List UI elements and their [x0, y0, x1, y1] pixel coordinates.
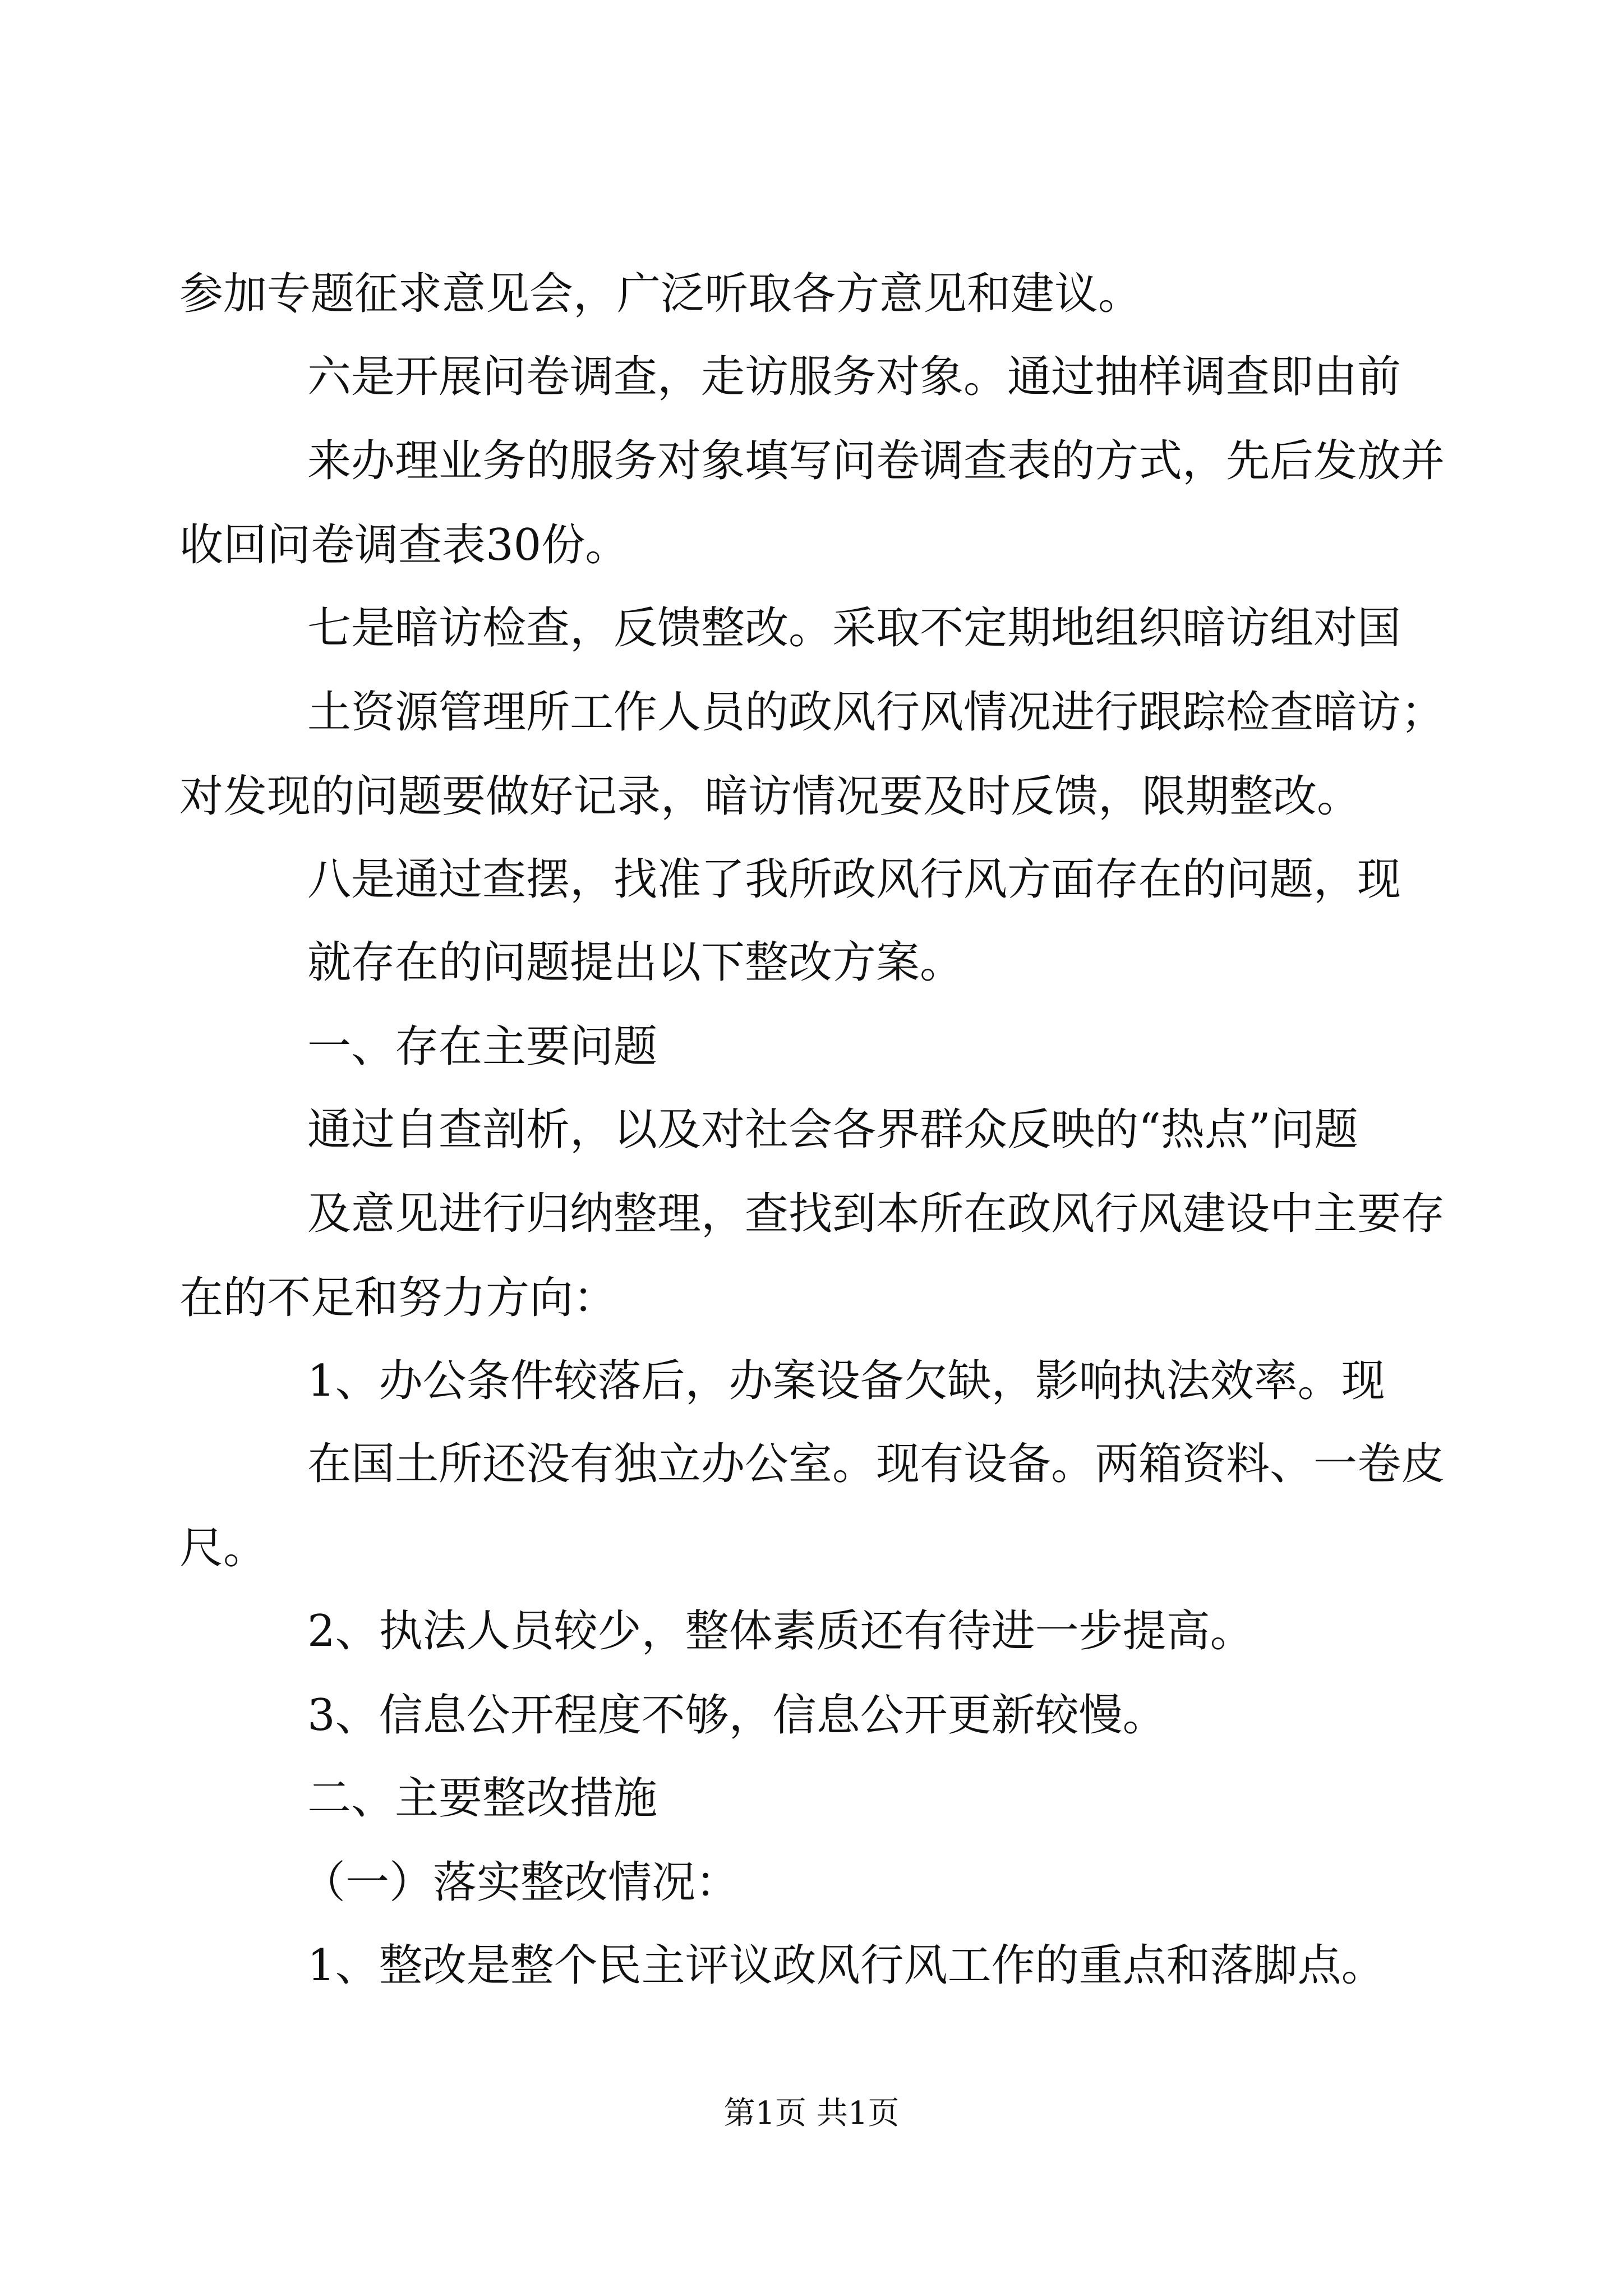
section-heading-2: 二、主要整改措施: [307, 1773, 658, 1824]
page-footer: 第1页 共1页: [723, 2095, 900, 2132]
body-line-2: 六是开展问卷调查，走访服务对象。通过抽样调查即由前: [307, 352, 1401, 402]
body-line-6: 土资源管理所工作人员的政风行风情况进行跟踪检查暗访；: [307, 687, 1445, 738]
body-line-3: 来办理业务的服务对象填写问卷调查表的方式，先后发放并: [307, 436, 1445, 486]
body-line-17: 3、信息公开程度不够，信息公开更新较慢。: [307, 1690, 1166, 1741]
body-line-15: 尺。: [179, 1523, 268, 1573]
body-line-8: 八是通过查摆，找准了我所政风行风方面存在的问题，现: [307, 854, 1401, 905]
body-line-10: 通过自查剖析，以及对社会各界群众反映的“热点”问题: [307, 1105, 1358, 1155]
body-line-18: 1、整改是整个民主评议政风行风工作的重点和落脚点。: [307, 1940, 1385, 1991]
body-line-5: 七是暗访检查，反馈整改。采取不定期地组织暗访组对国: [307, 603, 1401, 654]
subsection-heading-1: （一）落实整改情况：: [302, 1857, 740, 1908]
body-line-9: 就存在的问题提出以下整改方案。: [307, 937, 964, 988]
body-line-16: 2、执法人员较少，整体素质还有待进一步提高。: [307, 1606, 1254, 1657]
body-line-7: 对发现的问题要做好记录，暗访情况要及时反馈，限期整改。: [179, 771, 1361, 822]
body-line-4: 收回问卷调查表30份。: [179, 520, 629, 570]
body-line-14: 在国土所还没有独立办公室。现有设备。两箱资料、一卷皮: [307, 1439, 1445, 1489]
body-line-12: 在的不足和努力方向：: [179, 1273, 617, 1323]
body-line-11: 及意见进行归纳整理，查找到本所在政风行风建设中主要存: [307, 1189, 1445, 1239]
body-line-1: 参加专题征求意见会，广泛听取各方意见和建议。: [179, 269, 1142, 319]
section-heading-1: 一、存在主要问题: [307, 1022, 658, 1072]
body-line-13: 1、办公条件较落后，办案设备欠缺，影响执法效率。现: [307, 1356, 1385, 1406]
